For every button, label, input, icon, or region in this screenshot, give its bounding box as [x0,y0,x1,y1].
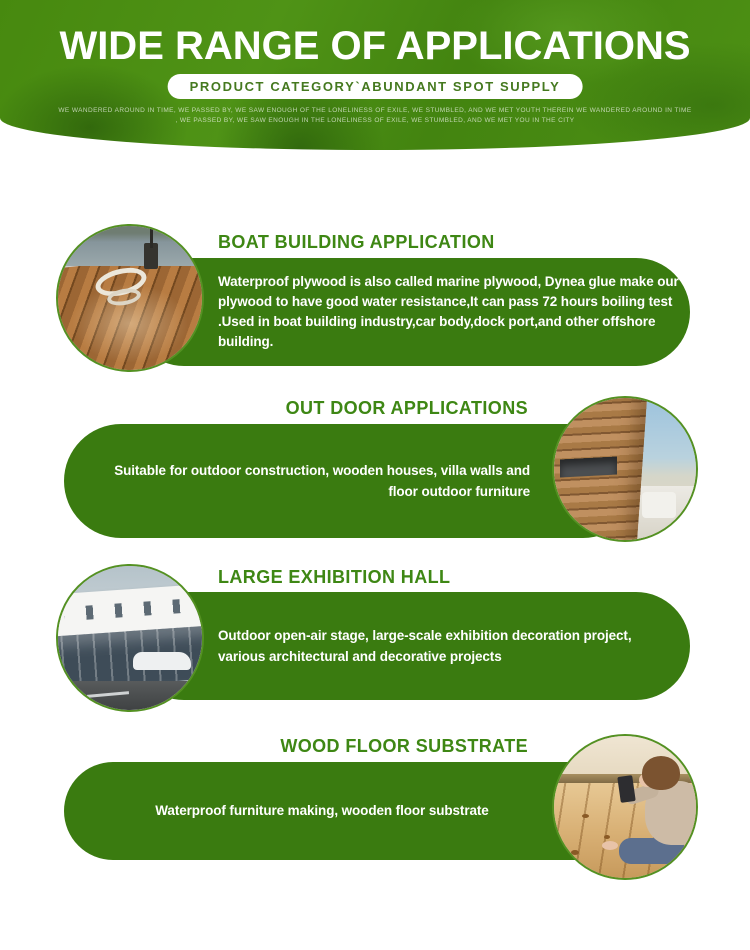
section-body-outdoor: Suitable for outdoor construction, wooden houses, villa walls and floor outdoor furniture [114,463,530,499]
section-title-outdoor: OUT DOOR APPLICATIONS [285,398,528,418]
header-tagline-line1: WE WANDERED AROUND IN TIME, WE PASSED BY, WE SAW ENOUGH OF THE LONELINESS OF EXILE, WE STUMBLED, AND WE MET YOUTH THEREIN WE WANDERED AROUND IN TIME [58,107,692,114]
section-pill-exhibition [130,592,690,700]
section-body-exhibition: Outdoor open-air stage, large-scale exhibition decoration project, various architectural and decorative projects [218,628,632,664]
white-structure [642,492,676,518]
header-banner [0,0,750,150]
header-badge: PRODUCT CATEGORY`ABUNDANT SPOT SUPPLY [168,74,583,99]
wooden-villa-wall-photo [552,396,698,542]
road [58,681,202,710]
header-tagline [0,106,750,126]
wood-knot [571,850,579,855]
exhibition-hall-photo [56,564,204,712]
section-body-wood-floor: Waterproof furniture making, wooden floor substrate [155,803,489,818]
baby-hair [642,756,680,790]
boat-mast [150,226,153,248]
boat-deck-photo [56,224,204,372]
section-title-boat-building: BOAT BUILDING APPLICATION [218,232,495,252]
section-title-wood-floor: WOOD FLOOR SUBSTRATE [280,736,528,756]
sea-water [58,226,202,266]
header-tagline-line2: , WE PASSED BY, WE SAW ENOUGH IN THE LONELINESS OF EXILE, WE STUMBLED, AND WE MET YOU IN THE CITY [175,117,575,124]
baby-on-wood-floor-photo [552,734,698,880]
section-pill-boat-building [130,258,690,366]
section-title-exhibition: LARGE EXHIBITION HALL [218,567,451,587]
window-slot [560,456,617,477]
white-car [133,652,191,670]
section-body-boat-building: Waterproof plywood is also called marine plywood, Dynea glue make our plywood to have good water resistance,It can pass 72 hours boiling test .Used in boat building industry,car body,dock port,and other offshore building. [218,274,679,349]
page-title: WIDE RANGE OF APPLICATIONS [59,24,691,68]
